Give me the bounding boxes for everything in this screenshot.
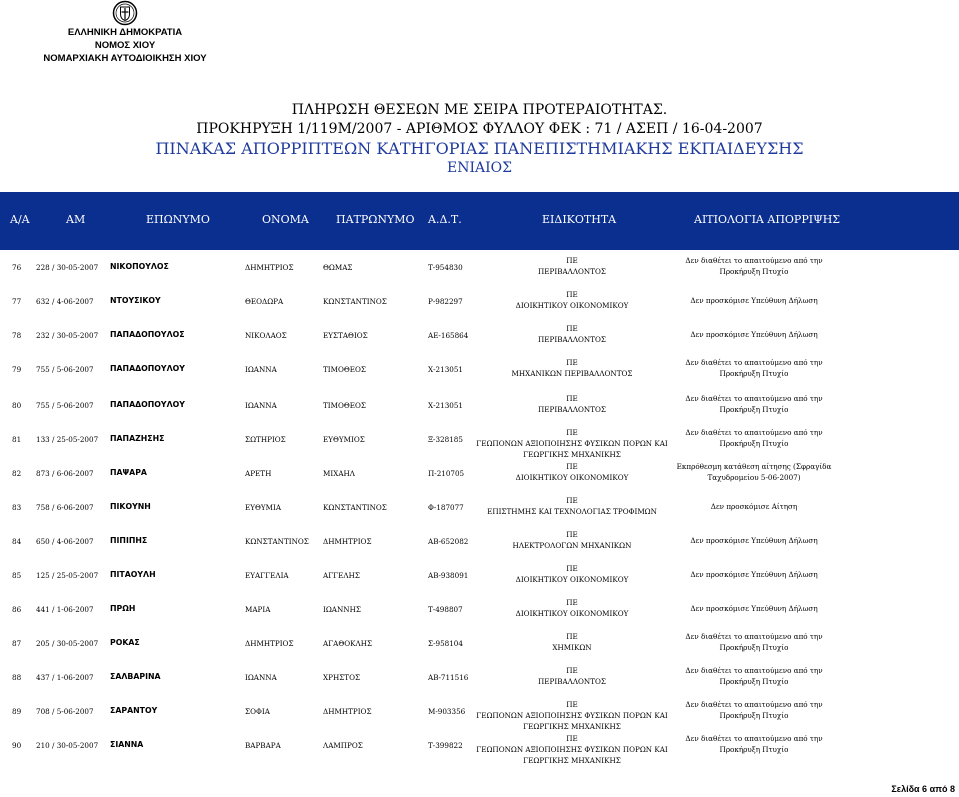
row-specialty: [472, 289, 672, 311]
row-reason-line-1: Δεν διαθέτει το απαιτούμενο από την: [685, 632, 823, 641]
row-specialty-name: ΜΗΧΑΝΙΚΩΝ ΠΕΡΙΒΑΛΛΟΝΤΟΣ: [511, 369, 633, 378]
row-reason: [673, 501, 835, 512]
row-adt: ΑΕ-165864: [428, 331, 469, 340]
row-am: 632 / 4-06-2007: [36, 297, 94, 306]
col-reason: ΑΙΤΙΟΛΟΓΙΑ ΑΠΟΡΡΙΨΗΣ: [694, 213, 841, 226]
row-specialty: [472, 255, 672, 277]
row-aa: 76: [12, 263, 22, 272]
row-father: ΙΩΑΝΝΗΣ: [323, 605, 361, 614]
row-reason: [673, 631, 835, 653]
title-line-4: ΕΝΙΑΙΟΣ: [446, 160, 513, 176]
row-aa: 86: [12, 605, 22, 614]
row-specialty-code: ΠΕ: [566, 734, 578, 743]
row-reason-line-2: Ταχυδρομείου 5-06-2007): [707, 473, 801, 482]
row-aa: 89: [12, 707, 22, 716]
row-reason: [673, 603, 835, 614]
col-firstname: ΟΝΟΜΑ: [262, 213, 309, 226]
row-reason: [673, 393, 835, 415]
row-reason-line-2: Προκήρυξη Πτυχίο: [719, 405, 789, 414]
row-am: 232 / 30-05-2007: [36, 331, 99, 340]
row-father: ΛΑΜΠΡΟΣ: [323, 741, 363, 750]
col-adt: Α.Δ.Τ.: [428, 213, 462, 226]
row-aa: 77: [12, 297, 22, 306]
row-adt: ΑΒ-938091: [428, 571, 469, 580]
row-firstname: ΝΙΚΟΛΑΟΣ: [245, 331, 287, 340]
row-specialty-code: ΠΕ: [566, 324, 578, 333]
greek-emblem-icon: [112, 0, 138, 26]
header-line-3: ΝΟΜΑΡΧΙΑΚΗ ΑΥΤΟΔΙΟΙΚΗΣΗ ΧΙΟΥ: [43, 53, 207, 64]
table-row: [0, 696, 959, 731]
row-adt: Φ-187077: [428, 503, 464, 512]
table-row: [0, 286, 959, 316]
row-lastname: ΠΑΠΑΔΟΠΟΥΛΟΥ: [110, 364, 185, 373]
row-specialty-code: ΠΕ: [566, 428, 578, 437]
row-aa: 82: [12, 469, 22, 478]
row-reason: [673, 329, 835, 340]
row-reason-line-2: Προκήρυξη Πτυχίο: [719, 711, 789, 720]
row-reason: [673, 427, 835, 449]
row-specialty: [472, 563, 672, 585]
table-row: [0, 526, 959, 556]
table-row: [0, 560, 959, 590]
row-specialty-name: ΧΗΜΙΚΩΝ: [552, 643, 592, 652]
row-lastname: ΝΙΚΟΠΟΥΛΟΣ: [110, 262, 169, 271]
row-reason-line-1: Δεν διαθέτει το απαιτούμενο από την: [685, 700, 823, 709]
row-specialty-code: ΠΕ: [566, 496, 578, 505]
row-specialty: [472, 393, 672, 415]
col-lastname: ΕΠΩΝΥΜΟ: [146, 213, 210, 226]
page-number: Σελίδα 6 από 8: [891, 784, 955, 794]
row-firstname: ΔΗΜΗΤΡΙΟΣ: [245, 639, 294, 648]
row-firstname: ΚΩΝΣΤΑΝΤΙΝΟΣ: [245, 537, 309, 546]
row-reason: [673, 665, 835, 687]
row-specialty: [472, 665, 672, 687]
row-father: ΚΩΝΣΤΑΝΤΙΝΟΣ: [323, 503, 387, 512]
row-aa: 87: [12, 639, 22, 648]
row-reason: [673, 569, 835, 580]
table-row: [0, 252, 959, 282]
row-adt: Σ-958104: [428, 639, 463, 648]
row-reason-line-1: Δεν προσκόμισε Υπεύθυνη Δήλωση: [690, 536, 818, 545]
row-specialty-code: ΠΕ: [566, 394, 578, 403]
row-reason-line-1: Εκπρόθεσμη κατάθεση αίτησης (Σφραγίδα: [676, 462, 832, 471]
row-reason-line-1: Δεν προσκόμισε Υπεύθυνη Δήλωση: [690, 330, 818, 339]
table-row: [0, 354, 959, 384]
row-specialty-name: ΓΕΩΠΟΝΩΝ ΑΞΙΟΠΟΙΗΣΗΣ ΦΥΣΙΚΩΝ ΠΟΡΩΝ ΚΑΙ ΓΕΩΡΓΙΚΗΣ ΜΗΧΑΝΙΚΗΣ: [476, 711, 668, 731]
table-row: [0, 594, 959, 624]
row-lastname: ΠΙΤΑΟΥΛΗ: [110, 570, 156, 579]
row-reason-line-2: Προκήρυξη Πτυχίο: [719, 677, 789, 686]
table-row: [0, 662, 959, 692]
row-father: ΔΗΜΗΤΡΙΟΣ: [323, 537, 372, 546]
row-aa: 81: [12, 435, 22, 444]
row-specialty-code: ΠΕ: [566, 632, 578, 641]
row-adt: Μ-903356: [428, 707, 466, 716]
row-aa: 88: [12, 673, 22, 682]
row-father: ΔΗΜΗΤΡΙΟΣ: [323, 707, 372, 716]
row-am: 873 / 6-06-2007: [36, 469, 94, 478]
row-specialty: [472, 357, 672, 379]
row-specialty-name: ΠΕΡΙΒΑΛΛΟΝΤΟΣ: [538, 405, 606, 414]
row-reason: [673, 255, 835, 277]
row-lastname: ΠΑΨΑΡΑ: [110, 468, 147, 477]
row-reason-line-1: Δεν διαθέτει το απαιτούμενο από την: [685, 734, 823, 743]
row-specialty-name: ΠΕΡΙΒΑΛΛΟΝΤΟΣ: [538, 267, 606, 276]
row-reason-line-1: Δεν διαθέτει το απαιτούμενο από την: [685, 358, 823, 367]
row-am: 437 / 1-06-2007: [36, 673, 94, 682]
row-reason-line-1: Δεν διαθέτει το απαιτούμενο από την: [685, 394, 823, 403]
row-reason-line-1: Δεν διαθέτει το απαιτούμενο από την: [685, 666, 823, 675]
table-header: [0, 192, 959, 250]
row-lastname: ΠΑΠΑΔΟΠΟΥΛΟΥ: [110, 400, 185, 409]
row-specialty-name: ΠΕΡΙΒΑΛΛΟΝΤΟΣ: [538, 677, 606, 686]
table-row: [0, 492, 959, 522]
row-specialty-code: ΠΕ: [566, 256, 578, 265]
row-am: 125 / 25-05-2007: [36, 571, 99, 580]
row-firstname: ΜΑΡΙΑ: [245, 605, 271, 614]
row-am: 210 / 30-05-2007: [36, 741, 99, 750]
row-aa: 79: [12, 365, 22, 374]
row-am: 755 / 5-06-2007: [36, 365, 94, 374]
table-row: [0, 390, 959, 420]
row-specialty-name: ΕΠΙΣΤΗΜΗΣ ΚΑΙ ΤΕΧΝΟΛΟΓΙΑΣ ΤΡΟΦΙΜΩΝ: [487, 507, 657, 516]
row-am: 755 / 5-06-2007: [36, 401, 94, 410]
row-aa: 84: [12, 537, 22, 546]
row-firstname: ΙΩΑΝΝΑ: [245, 365, 277, 374]
row-specialty: [472, 427, 672, 460]
row-am: 650 / 4-06-2007: [36, 537, 94, 546]
row-specialty-code: ΠΕ: [566, 564, 578, 573]
row-firstname: ΙΩΑΝΝΑ: [245, 673, 277, 682]
table-row: [0, 458, 959, 488]
col-specialty: ΕΙΔΙΚΟΤΗΤΑ: [542, 213, 617, 226]
row-am: 133 / 25-05-2007: [36, 435, 99, 444]
row-specialty: [472, 699, 672, 732]
row-father: ΑΓΓΕΛΗΣ: [323, 571, 360, 580]
row-aa: 78: [12, 331, 22, 340]
row-specialty-name: ΓΕΩΠΟΝΩΝ ΑΞΙΟΠΟΙΗΣΗΣ ΦΥΣΙΚΩΝ ΠΟΡΩΝ ΚΑΙ ΓΕΩΡΓΙΚΗΣ ΜΗΧΑΝΙΚΗΣ: [476, 439, 668, 459]
row-father: ΑΓΑΘΟΚΛΗΣ: [323, 639, 373, 648]
row-firstname: ΑΡΕΤΗ: [245, 469, 272, 478]
row-lastname: ΣΙΑΝΝΑ: [110, 740, 144, 749]
row-reason-line-1: Δεν προσκόμισε Αίτηση: [710, 502, 798, 511]
title-line-2: ΠΡΟΚΗΡΥΞΗ 1/119Μ/2007 - ΑΡΙΘΜΟΣ ΦΥΛΛΟΥ ΦΕΚ : 71 / ΑΣΕΠ / 16-04-2007: [196, 121, 763, 137]
row-adt: Τ-498807: [428, 605, 463, 614]
row-firstname: ΘΕΟΔΩΡΑ: [245, 297, 284, 306]
row-specialty-name: ΔΙΟΙΚΗΤΙΚΟΥ ΟΙΚΟΝΟΜΙΚΟΥ: [515, 301, 629, 310]
row-specialty: [472, 495, 672, 517]
row-firstname: ΣΟΦΙΑ: [245, 707, 270, 716]
row-lastname: ΠΙΚΟΥΝΗ: [110, 502, 151, 511]
row-reason-line-1: Δεν διαθέτει το απαιτούμενο από την: [685, 256, 823, 265]
row-lastname: ΠΑΠΑΔΟΠΟΥΛΟΣ: [110, 330, 185, 339]
row-father: ΘΩΜΑΣ: [323, 263, 353, 272]
row-specialty: [472, 597, 672, 619]
row-firstname: ΣΩΤΗΡΙΟΣ: [245, 435, 286, 444]
row-lastname: ΠΙΠΙΠΗΣ: [110, 536, 148, 545]
row-am: 205 / 30-05-2007: [36, 639, 99, 648]
row-adt: Ρ-982297: [428, 297, 463, 306]
row-father: ΤΙΜΟΘΕΟΣ: [323, 365, 366, 374]
row-adt: Τ-954830: [428, 263, 463, 272]
row-specialty-code: ΠΕ: [566, 598, 578, 607]
row-adt: ΑΒ-711516: [428, 673, 469, 682]
row-lastname: ΝΤΟΥΣΙΚΟΥ: [110, 296, 161, 305]
row-reason-line-1: Δεν προσκόμισε Υπεύθυνη Δήλωση: [690, 296, 818, 305]
row-reason-line-1: Δεν διαθέτει το απαιτούμενο από την: [685, 428, 823, 437]
title-line-3: ΠΙΝΑΚΑΣ ΑΠΟΡΡΙΠΤΕΩΝ ΚΑΤΗΓΟΡΙΑΣ ΠΑΝΕΠΙΣΤΗΜΙΑΚΗΣ ΕΚΠΑΙΔΕΥΣΗΣ: [155, 139, 804, 158]
row-reason-line-2: Προκήρυξη Πτυχίο: [719, 439, 789, 448]
row-father: ΕΥΘΥΜΙΟΣ: [323, 435, 365, 444]
table-row: [0, 320, 959, 350]
table-row: [0, 730, 959, 765]
row-lastname: ΣΑΛΒΑΡΙΝΑ: [110, 672, 161, 681]
row-aa: 80: [12, 401, 22, 410]
row-aa: 85: [12, 571, 22, 580]
row-am: 758 / 6-06-2007: [36, 503, 94, 512]
col-am: ΑΜ: [66, 213, 86, 226]
row-reason-line-1: Δεν προσκόμισε Υπεύθυνη Δήλωση: [690, 604, 818, 613]
row-reason-line-2: Προκήρυξη Πτυχίο: [719, 643, 789, 652]
row-specialty: [472, 733, 672, 766]
agency-header: [30, 0, 220, 65]
row-firstname: ΕΥΑΓΓΕΛΙΑ: [245, 571, 289, 580]
col-father: ΠΑΤΡΩΝΥΜΟ: [336, 213, 415, 226]
row-specialty: [472, 529, 672, 551]
row-reason: [673, 357, 835, 379]
row-specialty: [472, 461, 672, 483]
row-reason-line-2: Προκήρυξη Πτυχίο: [719, 369, 789, 378]
row-adt: Τ-399822: [428, 741, 463, 750]
row-am: 441 / 1-06-2007: [36, 605, 94, 614]
row-firstname: ΙΩΑΝΝΑ: [245, 401, 277, 410]
row-specialty-code: ΠΕ: [566, 700, 578, 709]
row-father: ΤΙΜΟΘΕΟΣ: [323, 401, 366, 410]
row-father: ΜΙΧΑΗΛ: [323, 469, 355, 478]
row-reason: [673, 733, 835, 755]
row-reason: [673, 295, 835, 306]
row-specialty-name: ΠΕΡΙΒΑΛΛΟΝΤΟΣ: [538, 335, 606, 344]
row-adt: Π-210705: [428, 469, 465, 478]
row-father: ΚΩΝΣΤΑΝΤΙΝΟΣ: [323, 297, 387, 306]
row-specialty-name: ΓΕΩΠΟΝΩΝ ΑΞΙΟΠΟΙΗΣΗΣ ΦΥΣΙΚΩΝ ΠΟΡΩΝ ΚΑΙ ΓΕΩΡΓΙΚΗΣ ΜΗΧΑΝΙΚΗΣ: [476, 745, 668, 765]
row-specialty: [472, 631, 672, 653]
row-specialty-code: ΠΕ: [566, 530, 578, 539]
title-line-1: ΠΛΗΡΩΣΗ ΘΕΣΕΩΝ ΜΕ ΣΕΙΡΑ ΠΡΟΤΕΡΑΙΟΤΗΤΑΣ.: [291, 102, 668, 118]
row-lastname: ΠΑΠΑΖΗΣΗΣ: [110, 434, 165, 443]
row-reason-line-2: Προκήρυξη Πτυχίο: [719, 745, 789, 754]
row-am: 708 / 5-06-2007: [36, 707, 94, 716]
row-father: ΧΡΗΣΤΟΣ: [323, 673, 361, 682]
row-adt: ΑΒ-652082: [428, 537, 469, 546]
row-firstname: ΔΗΜΗΤΡΙΟΣ: [245, 263, 294, 272]
row-adt: Χ-213051: [428, 401, 463, 410]
header-line-2: ΝΟΜΟΣ ΧΙΟΥ: [94, 40, 156, 51]
row-lastname: ΠΡΩΗ: [110, 604, 136, 613]
row-am: 228 / 30-05-2007: [36, 263, 99, 272]
row-firstname: ΕΥΘΥΜΙΑ: [245, 503, 282, 512]
row-adt: Ξ-328185: [428, 435, 463, 444]
row-lastname: ΣΑΡΑΝΤΟΥ: [110, 706, 158, 715]
table-row: [0, 424, 959, 459]
row-specialty: [472, 323, 672, 345]
row-father: ΕΥΣΤΑΘΙΟΣ: [323, 331, 368, 340]
row-specialty-name: ΔΙΟΙΚΗΤΙΚΟΥ ΟΙΚΟΝΟΜΙΚΟΥ: [515, 473, 629, 482]
row-lastname: ΡΟΚΑΣ: [110, 638, 140, 647]
row-specialty-name: ΔΙΟΙΚΗΤΙΚΟΥ ΟΙΚΟΝΟΜΙΚΟΥ: [515, 609, 629, 618]
row-firstname: ΒΑΡΒΑΡΑ: [245, 741, 281, 750]
row-aa: 90: [12, 741, 22, 750]
header-line-1: ΕΛΛΗΝΙΚΗ ΔΗΜΟΚΡΑΤΙΑ: [67, 27, 183, 38]
table-row: [0, 628, 959, 658]
row-specialty-code: ΠΕ: [566, 358, 578, 367]
row-specialty-code: ΠΕ: [566, 290, 578, 299]
row-specialty-name: ΔΙΟΙΚΗΤΙΚΟΥ ΟΙΚΟΝΟΜΙΚΟΥ: [515, 575, 629, 584]
row-reason: [673, 699, 835, 721]
col-aa: Α/Α: [10, 213, 30, 226]
row-reason: [673, 535, 835, 546]
row-aa: 83: [12, 503, 22, 512]
row-reason-line-1: Δεν προσκόμισε Υπεύθυνη Δήλωση: [690, 570, 818, 579]
row-specialty-code: ΠΕ: [566, 462, 578, 471]
row-reason: [673, 461, 835, 483]
row-specialty-name: ΗΛΕΚΤΡΟΛΟΓΩΝ ΜΗΧΑΝΙΚΩΝ: [512, 541, 632, 550]
row-adt: Χ-213051: [428, 365, 463, 374]
row-specialty-code: ΠΕ: [566, 666, 578, 675]
row-reason-line-2: Προκήρυξη Πτυχίο: [719, 267, 789, 276]
